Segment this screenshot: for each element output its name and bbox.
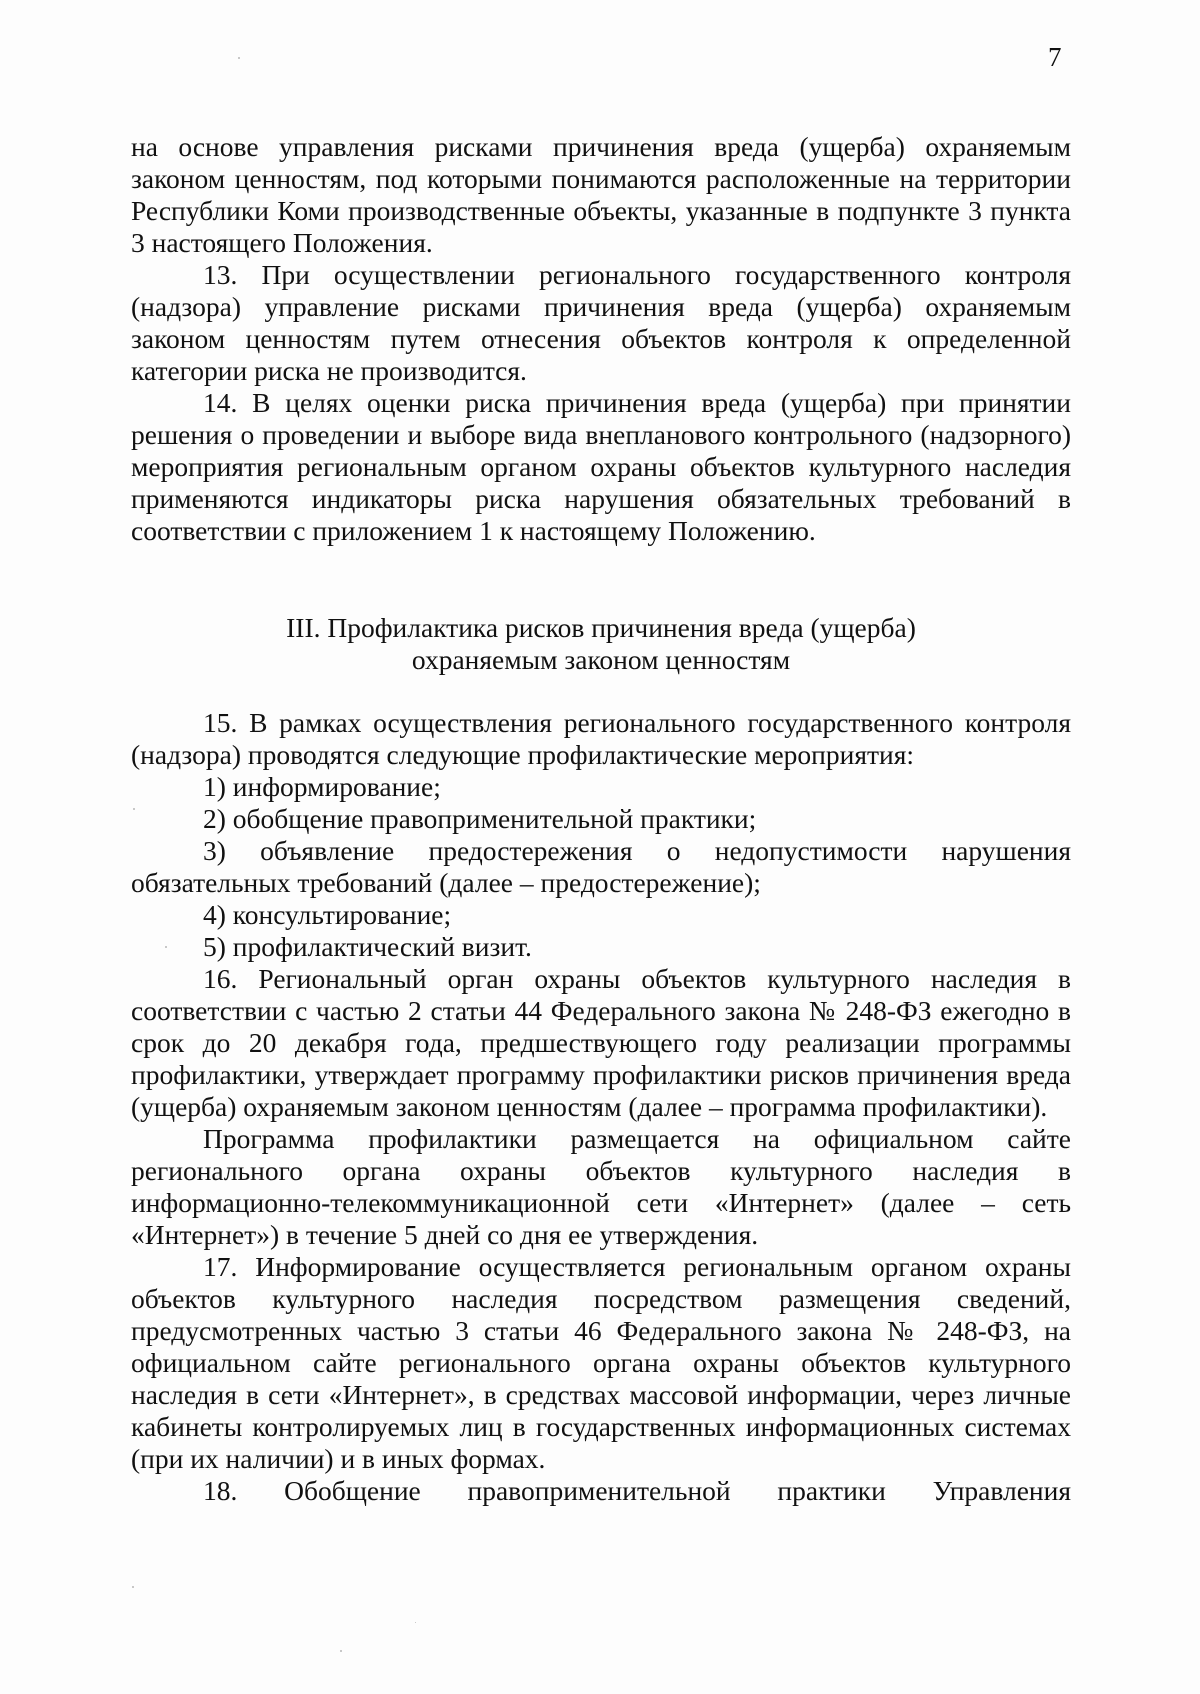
list-item-3: 3) объявление предостережения о недопустимости нарушения обязательных требований (далее – предостережение); bbox=[131, 835, 1071, 898]
paragraph-18: 18. Обобщение правоприменительной практики Управления bbox=[203, 1475, 1071, 1506]
scan-artifact bbox=[165, 946, 167, 948]
paragraph-continuation: на основе управления рисками причинения вреда (ущерба) охраняемым законом ценностям, под которыми понимаются расположенные на территории Республики Коми производственные объекты, указанные в подпункте 3 пункта 3 настоящего Положения. bbox=[131, 131, 1071, 258]
list-item-2: 2) обобщение правоприменительной практики; bbox=[203, 803, 757, 834]
scan-artifact bbox=[238, 57, 240, 59]
page-number: 7 bbox=[1048, 42, 1062, 72]
section-heading-line-1: III. Профилактика рисков причинения вреда (ущерба) bbox=[286, 612, 916, 643]
list-item-4: 4) консультирование; bbox=[203, 899, 452, 930]
paragraph-17: 17. Информирование осуществляется региональным органом охраны объектов культурного наследия посредством размещения сведений, предусмотренных частью 3 статьи 46 Федерального закона № 248-ФЗ, на официальном сайте регионального органа охраны объектов культурного наследия в сети «Интернет», в средствах массовой информации, через личные кабинеты контролируемых лиц в государственных информационных системах (при их наличии) и в иных формах. bbox=[131, 1251, 1071, 1474]
scan-artifact bbox=[415, 1622, 416, 1623]
section-heading bbox=[131, 612, 1071, 676]
paragraph-16: 16. Региональный орган охраны объектов культурного наследия в соответствии с частью 2 статьи 44 Федерального закона № 248-ФЗ ежегодно в срок до 20 декабря года, предшествующего году реализации программы профилактики, утверждает программу профилактики рисков причинения вреда (ущерба) охраняемым законом ценностям (далее – программа профилактики). bbox=[131, 963, 1071, 1122]
scan-artifact bbox=[340, 1650, 342, 1652]
list-item-1: 1) информирование; bbox=[203, 771, 441, 802]
paragraph-16-program: Программа профилактики размещается на официальном сайте регионального органа охраны объектов культурного наследия в информационно-телекоммуникационной сети «Интернет» (далее – сеть «Интернет») в течение 5 дней со дня ее утверждения. bbox=[131, 1123, 1071, 1250]
top-text-block bbox=[131, 131, 1071, 547]
scan-artifact bbox=[133, 808, 135, 810]
paragraph-14: 14. В целях оценки риска причинения вреда (ущерба) при принятии решения о проведении и выборе вида внепланового контрольного (надзорного) мероприятия региональным органом охраны объектов культурного наследия применяются индикаторы риска нарушения обязательных требований в соответствии с приложением 1 к настоящему Положению. bbox=[131, 387, 1071, 546]
list-item-5: 5) профилактический визит. bbox=[203, 931, 532, 962]
paragraph-15: 15. В рамках осуществления регионального государственного контроля (надзора) проводятся следующие профилактические мероприятия: bbox=[131, 707, 1071, 770]
section-heading-line-2: охраняемым законом ценностям bbox=[411, 644, 791, 675]
scan-artifact bbox=[132, 1586, 134, 1588]
paragraph-13: 13. При осуществлении регионального государственного контроля (надзора) управление рисками причинения вреда (ущерба) охраняемым законом ценностям путем отнесения объектов контроля к определенной категории риска не производится. bbox=[131, 259, 1071, 386]
section-text-block bbox=[131, 707, 1071, 1507]
